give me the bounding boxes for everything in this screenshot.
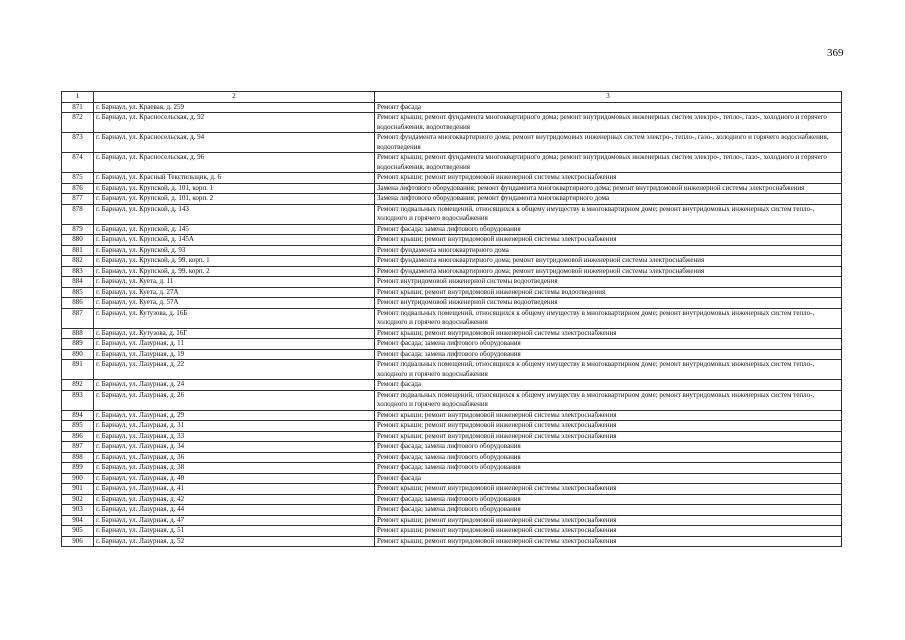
row-address: г. Барнаул, ул. Лазурная, д. 42 (94, 494, 375, 505)
row-address: г. Барнаул, ул. Лазурная, д. 11 (94, 339, 375, 350)
row-number: 874 (62, 153, 94, 173)
row-address: г. Барнаул, ул. Лазурная, д. 36 (94, 452, 375, 463)
row-number: 873 (62, 133, 94, 153)
table-row (62, 526, 842, 537)
row-number: 882 (62, 256, 94, 267)
table-row (62, 505, 842, 516)
row-address: г. Барнаул, ул. Лазурная, д. 33 (94, 431, 375, 442)
row-number: 888 (62, 328, 94, 339)
row-address: г. Барнаул, ул. Лазурная, д. 24 (94, 380, 375, 391)
row-address: г. Барнаул, ул. Кутузова, д. 16Г (94, 328, 375, 339)
row-address: г. Барнаул, ул. Куета, д. 27А (94, 287, 375, 298)
row-works: Ремонт фундамента многоквартирного дома; ремонт внутридомовой инженерной системы электроснабжения (375, 266, 842, 277)
row-number: 886 (62, 298, 94, 309)
table-row (62, 339, 842, 350)
row-works: Ремонт внутридомовой инженерной системы водоотведения (375, 277, 842, 288)
row-address: г. Барнаул, ул. Лазурная, д. 31 (94, 421, 375, 432)
row-number: 884 (62, 277, 94, 288)
row-address: г. Барнаул, ул. Крупской, д. 99, корп. 1 (94, 256, 375, 267)
row-works: Ремонт крыши; ремонт внутридомовой инженерной системы электроснабжения (375, 235, 842, 246)
row-number: 901 (62, 484, 94, 495)
row-address: г. Барнаул, ул. Красный Текстильщик, д. 6 (94, 173, 375, 184)
column-header-number: 1 (62, 92, 94, 103)
table-row (62, 102, 842, 113)
row-number: 906 (62, 536, 94, 547)
table-row (62, 235, 842, 246)
row-works: Ремонт крыши; ремонт внутридомовой инженерной системы электроснабжения (375, 526, 842, 537)
table-row (62, 245, 842, 256)
row-works: Ремонт крыши; ремонт внутридомовой инженерной системы водоотведения (375, 287, 842, 298)
row-number: 892 (62, 380, 94, 391)
row-address: г. Барнаул, ул. Красносельская, д. 92 (94, 113, 375, 133)
row-number: 877 (62, 194, 94, 205)
table-row (62, 473, 842, 484)
row-works: Ремонт крыши; ремонт внутридомовой инженерной системы электроснабжения (375, 431, 842, 442)
row-number: 876 (62, 183, 94, 194)
row-works: Ремонт крыши; ремонт внутридомовой инженерной системы электроснабжения (375, 484, 842, 495)
row-address: г. Барнаул, ул. Куета, д. 57А (94, 298, 375, 309)
row-works: Ремонт крыши; ремонт фундамента многоквартирного дома; ремонт внутридомовых инженерных систем электро-, тепло-, газо-, холодного и горячего водоснабжения, водоотведения (375, 113, 842, 133)
row-number: 893 (62, 390, 94, 410)
row-address: г. Барнаул, ул. Лазурная, д. 44 (94, 505, 375, 516)
table-header (62, 92, 842, 103)
row-number: 903 (62, 505, 94, 516)
row-works: Ремонт подвальных помещений, относящихся к общему имуществу в многоквартирном доме; ремонт внутридомовых инженерных систем тепло-, холодного и горячего водоснабжения (375, 308, 842, 328)
row-address: г. Барнаул, ул. Крупской, д. 143 (94, 204, 375, 224)
row-address: г. Барнаул, ул. Краевая, д. 259 (94, 102, 375, 113)
table-row (62, 515, 842, 526)
row-works: Ремонт фасада; замена лифтового оборудования (375, 224, 842, 235)
table-body (62, 102, 842, 547)
row-works: Ремонт внутридомовой инженерной системы водоотведения (375, 298, 842, 309)
row-number: 875 (62, 173, 94, 184)
table-row (62, 452, 842, 463)
column-header-address: 2 (94, 92, 375, 103)
row-works: Ремонт фундамента многоквартирного дома; ремонт внутридомовых инженерных систем электро-, тепло-, газо-, холодного и горячего водоснабжения, водоотведения (375, 133, 842, 153)
row-number: 871 (62, 102, 94, 113)
row-number: 898 (62, 452, 94, 463)
table-row (62, 133, 842, 153)
row-works: Ремонт фасада (375, 102, 842, 113)
row-address: г. Барнаул, ул. Лазурная, д. 47 (94, 515, 375, 526)
header-row (62, 92, 842, 103)
row-address: г. Барнаул, ул. Лазурная, д. 51 (94, 526, 375, 537)
table-row (62, 204, 842, 224)
row-number: 904 (62, 515, 94, 526)
row-number: 885 (62, 287, 94, 298)
row-number: 872 (62, 113, 94, 133)
row-number: 894 (62, 410, 94, 421)
table-row (62, 536, 842, 547)
row-number: 887 (62, 308, 94, 328)
row-works: Ремонт крыши; ремонт внутридомовой инженерной системы электроснабжения (375, 173, 842, 184)
row-address: г. Барнаул, ул. Куета, д. 11 (94, 277, 375, 288)
table-row (62, 153, 842, 173)
row-works: Ремонт фасада; замена лифтового оборудования (375, 505, 842, 516)
table-row (62, 463, 842, 474)
table-row (62, 256, 842, 267)
row-number: 881 (62, 245, 94, 256)
row-address: г. Барнаул, ул. Лазурная, д. 52 (94, 536, 375, 547)
table-row (62, 484, 842, 495)
row-address: г. Барнаул, ул. Лазурная, д. 34 (94, 442, 375, 453)
table-row (62, 277, 842, 288)
row-address: г. Барнаул, ул. Красносельская, д. 94 (94, 133, 375, 153)
row-works: Ремонт крыши; ремонт внутридомовой инженерной системы электроснабжения (375, 328, 842, 339)
row-works: Ремонт крыши; ремонт внутридомовой инженерной системы электроснабжения (375, 421, 842, 432)
row-address: г. Барнаул, ул. Лазурная, д. 38 (94, 463, 375, 474)
row-address: г. Барнаул, ул. Лазурная, д. 22 (94, 360, 375, 380)
table-row (62, 349, 842, 360)
row-address: г. Барнаул, ул. Крупской, д. 93 (94, 245, 375, 256)
table-row (62, 431, 842, 442)
row-number: 891 (62, 360, 94, 380)
row-address: г. Барнаул, ул. Лазурная, д. 41 (94, 484, 375, 495)
row-number: 905 (62, 526, 94, 537)
table-row (62, 173, 842, 184)
row-address: г. Барнаул, ул. Красносельская, д. 96 (94, 153, 375, 173)
table-row (62, 194, 842, 205)
row-works: Ремонт крыши; ремонт внутридомовой инженерной системы электроснабжения (375, 410, 842, 421)
row-works: Замена лифтового оборудования; ремонт фундамента многоквартирного дома (375, 194, 842, 205)
table-row (62, 308, 842, 328)
row-address: г. Барнаул, ул. Крупской, д. 99, корп. 2 (94, 266, 375, 277)
table-row (62, 494, 842, 505)
table-row (62, 298, 842, 309)
row-works: Ремонт крыши; ремонт внутридомовой инженерной системы электроснабжения (375, 536, 842, 547)
row-works: Ремонт подвальных помещений, относящихся к общему имуществу в многоквартирном доме; ремонт внутридомовых инженерных систем тепло-, холодного и горячего водоснабжения (375, 204, 842, 224)
table-row (62, 266, 842, 277)
row-works: Ремонт подвальных помещений, относящихся к общему имуществу в многоквартирном доме; ремонт внутридомовых инженерных систем тепло-, холодного и горячего водоснабжения (375, 360, 842, 380)
row-works: Ремонт крыши; ремонт фундамента многоквартирного дома; ремонт внутридомовых инженерных систем электро-, тепло-, газо-, холодного и горячего водоснабжения, водоотведения (375, 153, 842, 173)
row-address: г. Барнаул, ул. Крупской, д. 145 (94, 224, 375, 235)
row-number: 896 (62, 431, 94, 442)
table-row (62, 442, 842, 453)
row-address: г. Барнаул, ул. Крупской, д. 145А (94, 235, 375, 246)
row-works: Ремонт фасада; замена лифтового оборудования (375, 442, 842, 453)
row-number: 878 (62, 204, 94, 224)
row-number: 895 (62, 421, 94, 432)
table-row (62, 380, 842, 391)
row-works: Ремонт фасада; замена лифтового оборудования (375, 349, 842, 360)
row-works: Ремонт фасада; замена лифтового оборудования (375, 494, 842, 505)
row-number: 899 (62, 463, 94, 474)
row-address: г. Барнаул, ул. Лазурная, д. 29 (94, 410, 375, 421)
table-row (62, 328, 842, 339)
table-row (62, 390, 842, 410)
table-row (62, 421, 842, 432)
row-address: г. Барнаул, ул. Кутузова, д. 16Б (94, 308, 375, 328)
row-works: Ремонт крыши; ремонт внутридомовой инженерной системы электроснабжения (375, 515, 842, 526)
row-number: 879 (62, 224, 94, 235)
row-works: Ремонт подвальных помещений, относящихся к общему имуществу в многоквартирном доме; ремонт внутридомовых инженерных систем тепло-, холодного и горячего водоснабжения (375, 390, 842, 410)
row-number: 889 (62, 339, 94, 350)
row-address: г. Барнаул, ул. Крупской, д. 101, корп. 2 (94, 194, 375, 205)
row-works: Ремонт фасада; замена лифтового оборудования (375, 339, 842, 350)
row-number: 890 (62, 349, 94, 360)
row-works: Ремонт фасада; замена лифтового оборудования (375, 463, 842, 474)
table-row (62, 360, 842, 380)
row-works: Замена лифтового оборудования; ремонт фундамента многоквартирного дома; ремонт внутридомовой инженерной системы электроснабжения (375, 183, 842, 194)
table-row (62, 183, 842, 194)
table-row (62, 224, 842, 235)
row-number: 880 (62, 235, 94, 246)
row-address: г. Барнаул, ул. Крупской, д. 101, корп. 1 (94, 183, 375, 194)
row-works: Ремонт фасада (375, 473, 842, 484)
row-works: Ремонт фасада; замена лифтового оборудования (375, 452, 842, 463)
row-address: г. Барнаул, ул. Лазурная, д. 19 (94, 349, 375, 360)
row-number: 900 (62, 473, 94, 484)
table-row (62, 287, 842, 298)
table-row (62, 410, 842, 421)
column-header-works: 3 (375, 92, 842, 103)
row-number: 883 (62, 266, 94, 277)
repair-works-table (61, 91, 842, 547)
table-row (62, 113, 842, 133)
row-number: 897 (62, 442, 94, 453)
page-number: 369 (827, 47, 844, 59)
row-works: Ремонт фундамента многоквартирного дома; ремонт внутридомовой инженерной системы электроснабжения (375, 256, 842, 267)
row-works: Ремонт фундамента многоквартирного дома (375, 245, 842, 256)
row-address: г. Барнаул, ул. Лазурная, д. 26 (94, 390, 375, 410)
row-works: Ремонт фасада (375, 380, 842, 391)
row-address: г. Барнаул, ул. Лазурная, д. 40 (94, 473, 375, 484)
row-number: 902 (62, 494, 94, 505)
